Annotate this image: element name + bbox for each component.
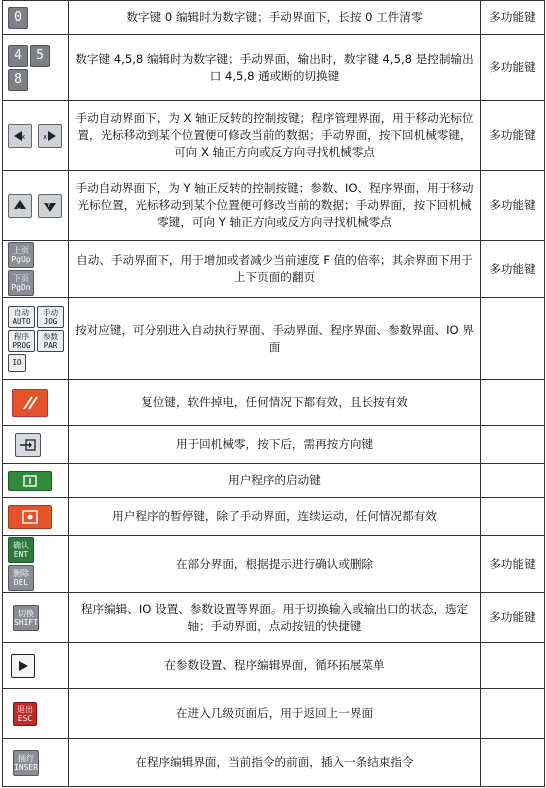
page-down-key: 下页 PgDn — [8, 270, 34, 296]
function-cell — [481, 426, 545, 464]
function-cell: 多功能键 — [481, 536, 545, 593]
key-cell — [3, 298, 69, 380]
y-plus-arrow-icon — [8, 194, 32, 218]
reset-icon — [12, 389, 48, 417]
enter-key: 确认 ENT — [8, 537, 34, 563]
table-row — [3, 171, 545, 241]
function-cell — [481, 298, 545, 380]
key-cell — [3, 1, 69, 35]
y-minus-arrow-icon — [38, 194, 62, 218]
function-cell: 多功能键 — [481, 241, 545, 298]
description-cell: 在部分界面，根据提示进行确认或删除 — [69, 536, 481, 593]
function-cell — [481, 464, 545, 498]
description-cell: 数字键 4,5,8 编辑时为数字键；手动界面，输出时，数字键 4,5,8 是控制输出口 4,5,8 通或断的切换键 — [69, 35, 481, 101]
description-cell: 数字键 0 编辑时为数字键；手动界面下，长按 0 工件清零 — [69, 1, 481, 35]
svg-text:x: x — [21, 132, 26, 141]
key-cell — [3, 643, 69, 689]
x-minus-arrow-icon — [8, 124, 32, 148]
key-cell — [3, 426, 69, 464]
key-5: 5 — [30, 45, 50, 67]
function-cell: 多功能键 — [481, 101, 545, 171]
description-cell: 用于回机械零，按下后，需再按方向键 — [69, 426, 481, 464]
table-row — [3, 298, 545, 380]
table-row — [3, 35, 545, 101]
io-key: IO — [8, 354, 26, 372]
pause-icon — [8, 505, 52, 529]
description-cell: 按对应键，可分别进入自动执行界面、手动界面、程序界面、参数界面、IO 界面 — [69, 298, 481, 380]
key-cell — [3, 593, 69, 643]
auto-key: 自动 AUTO — [8, 306, 35, 328]
function-cell: 多功能键 — [481, 593, 545, 643]
function-cell — [481, 643, 545, 689]
home-icon — [15, 433, 41, 457]
table-row — [3, 464, 545, 498]
key-cell — [3, 689, 69, 739]
page-up-key: 上页 PgUp — [8, 242, 34, 268]
table-row — [3, 380, 545, 426]
mode-key-group — [7, 305, 65, 373]
prog-key: 程序 PROG — [8, 330, 35, 352]
description-cell: 自动、手动界面下，用于增加或者减少当前速度 F 值的倍率；其余界面下用于上下页面的翻页 — [69, 241, 481, 298]
description-cell: 用户程序的暂停键，除了手动界面，连续运动，任何情况都有效 — [69, 498, 481, 536]
svg-text:Y: Y — [46, 201, 51, 209]
table-row — [3, 593, 545, 643]
description-cell: 在程序编辑界面，当前指令的前面，插入一条结束指令 — [69, 739, 481, 787]
svg-text:Y: Y — [17, 206, 21, 214]
table-row — [3, 643, 545, 689]
key-group — [7, 44, 51, 92]
description-cell: 在进入几级页面后，用于返回上一界面 — [69, 689, 481, 739]
x-plus-arrow-icon — [38, 124, 62, 148]
function-cell — [481, 498, 545, 536]
key-0: 0 — [8, 7, 28, 29]
table-row — [3, 689, 545, 739]
description-cell: 手动自动界面下，为 Y 轴正反转的控制按键；参数、IO、程序界面，用于移动光标位置，光标移动到某个位置便可修改当前的数据；手动界面，按下回机械零键，可向 Y 轴正方向或反方向寻找机械零点 — [69, 171, 481, 241]
key-cell — [3, 380, 69, 426]
function-cell: 多功能键 — [481, 1, 545, 35]
function-cell — [481, 689, 545, 739]
escape-key: 退出 ESC — [13, 702, 37, 726]
description-cell: 程序编辑、IO 设置、参数设置等界面。用于切换输入或输出口的状态，选定轴；手动界面，点动按钮的快捷键 — [69, 593, 481, 643]
key-function-table — [2, 0, 545, 787]
table-row — [3, 1, 545, 35]
table-row — [3, 536, 545, 593]
function-cell: 多功能键 — [481, 171, 545, 241]
table-row — [3, 241, 545, 298]
key-4: 4 — [8, 45, 28, 67]
description-cell: 在参数设置、程序编辑界面，循环拓展菜单 — [69, 643, 481, 689]
insert-key: 插行 INSER — [13, 750, 39, 776]
menu-play-icon — [11, 654, 35, 678]
svg-text:x: x — [42, 132, 47, 141]
table-row — [3, 739, 545, 787]
key-cell — [3, 241, 69, 298]
key-cell — [3, 464, 69, 498]
table-row — [3, 426, 545, 464]
function-cell: 多功能键 — [481, 35, 545, 101]
key-cell — [3, 498, 69, 536]
shift-key: 切换 SHIFT — [13, 605, 39, 631]
key-8: 8 — [8, 69, 28, 91]
description-cell: 手动自动界面下，为 X 轴正反转的控制按键；程序管理界面，用于移动光标位置，光标移动到某个位置便可修改当前的数据；手动界面，按下回机械零键，可向 X 轴正方向或反方向寻找机械零点 — [69, 101, 481, 171]
key-cell — [3, 171, 69, 241]
jog-key: 手动 JOG — [37, 306, 64, 328]
description-cell: 用户程序的启动键 — [69, 464, 481, 498]
delete-key: 删除 DEL — [8, 565, 34, 591]
table-row — [3, 498, 545, 536]
key-cell — [3, 101, 69, 171]
description-cell: 复位键，软件掉电，任何情况下都有效，且长按有效 — [69, 380, 481, 426]
start-icon — [8, 471, 52, 491]
table-row — [3, 101, 545, 171]
function-cell — [481, 380, 545, 426]
par-key: 参数 PAR — [37, 330, 64, 352]
key-cell — [3, 739, 69, 787]
key-cell — [3, 536, 69, 593]
key-cell — [3, 35, 69, 101]
function-cell — [481, 739, 545, 787]
